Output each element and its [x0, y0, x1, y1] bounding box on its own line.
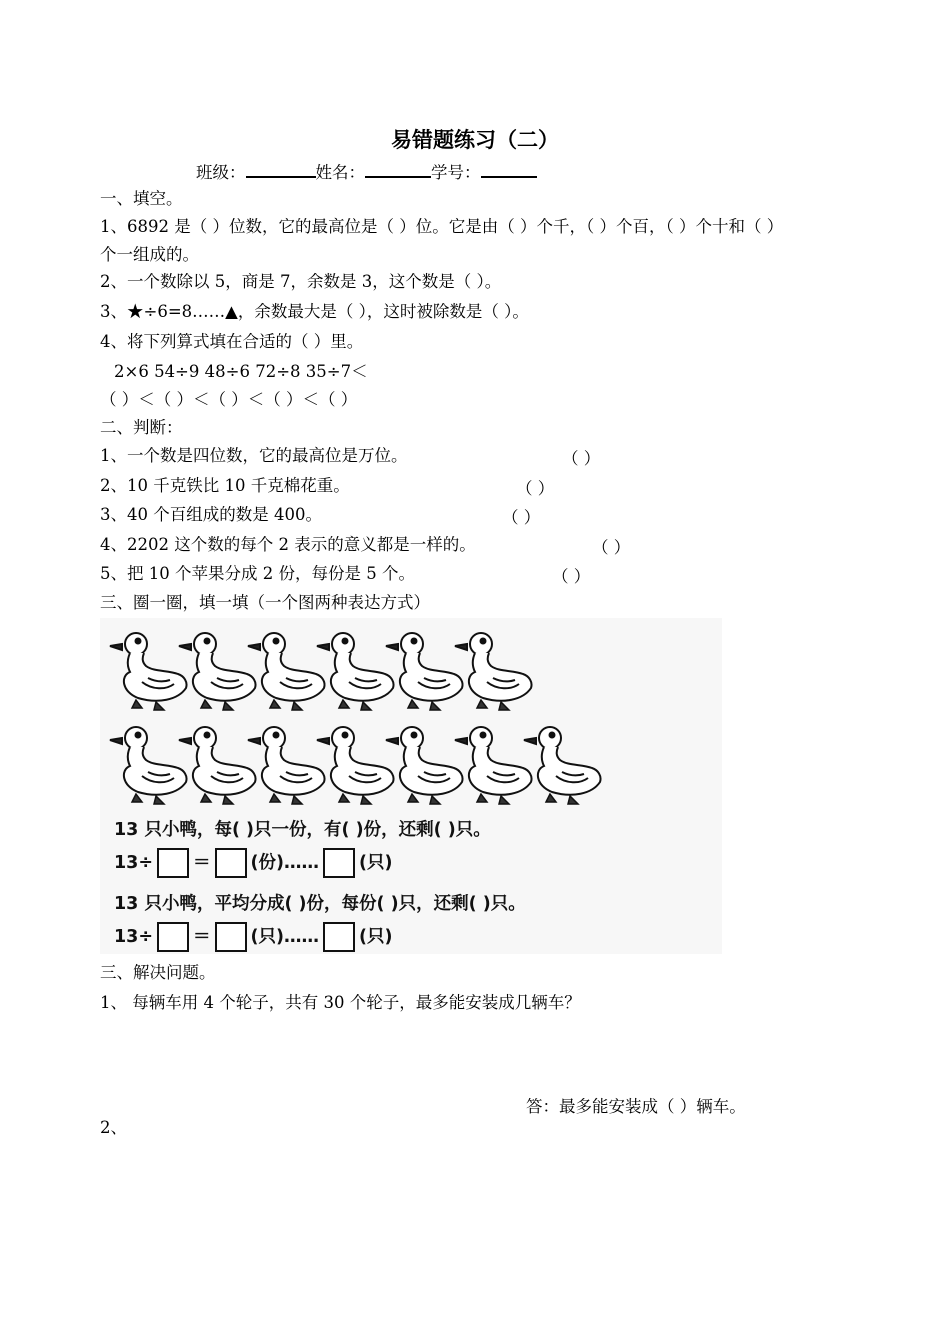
s2-item-5: 5、把 10 个苹果分成 2 份，每份是 5 个。: [100, 564, 415, 583]
duck-illustration: [100, 618, 722, 808]
eq1-box-remainder[interactable]: [323, 848, 355, 878]
s1-q4-expressions: 2×6 54÷9 48÷6 72÷8 35÷7＜: [114, 362, 368, 381]
s2-item-2-paren: （ ）: [516, 479, 555, 498]
eq2-unit-1: (只)……: [250, 927, 320, 947]
eq1-unit-2: (只): [359, 853, 393, 873]
eq2-box-quotient[interactable]: [215, 922, 247, 952]
class-blank: [246, 159, 316, 178]
pic-line-1: 13 只小鸭，每( )只一份，有( )份，还剩( )只。: [114, 820, 491, 840]
s2-item-3-paren: （ ）: [502, 508, 541, 527]
section1-heading: 一、填空。: [100, 189, 183, 208]
pic-equation-2: [114, 922, 393, 952]
eq2-box-divisor[interactable]: [157, 922, 189, 952]
id-blank: [481, 159, 537, 178]
name-label: 姓名：: [315, 163, 365, 182]
s2-item-3: 3、40 个百组成的数是 400。: [100, 505, 322, 524]
s2-item-1-paren: （ ）: [562, 449, 601, 468]
eq1-equals: ＝: [193, 853, 211, 873]
s1-q4-blanks: （ ）＜（ ）＜（ ）＜（ ）＜（ ）: [100, 390, 358, 409]
pic-line-3: 13 只小鸭，平均分成( )份，每份( )只，还剩( )只。: [114, 894, 526, 914]
section2-heading: 二、判断：: [100, 418, 183, 437]
s2-item-4: 4、2202 这个数的每个 2 表示的意义都是一样的。: [100, 535, 476, 554]
duck-picture: [100, 618, 722, 954]
s4-q2: 2、: [100, 1118, 127, 1137]
s1-q1-line1: 1、6892 是（ ）位数，它的最高位是（ ）位。它是由（ ）个千，（ ）个百，（ ）个十和（ ）: [100, 217, 784, 236]
eq1-box-divisor[interactable]: [157, 848, 189, 878]
s4-q1: 1、 每辆车用 4 个轮子，共有 30 个轮子，最多能安装成几辆车？: [100, 993, 581, 1012]
s2-item-1: 1、一个数是四位数，它的最高位是万位。: [100, 446, 408, 465]
section4-heading: 三、解决问题。: [100, 963, 216, 982]
s2-item-2: 2、10 千克铁比 10 千克棉花重。: [100, 476, 350, 495]
duck-icon: [110, 727, 187, 804]
pic-equation-1: [114, 848, 393, 878]
duck-icon: [110, 633, 187, 710]
duck-icon: [317, 633, 394, 710]
eq2-box-remainder[interactable]: [323, 922, 355, 952]
name-blank: [365, 159, 431, 178]
eq2-dividend: 13÷: [114, 927, 154, 947]
s1-q1-line2: 个一组成的。: [100, 245, 199, 264]
eq2-equals: ＝: [193, 927, 211, 947]
class-label: 班级：: [196, 163, 246, 182]
duck-icon: [179, 727, 256, 804]
id-label: 学号：: [431, 163, 481, 182]
duck-icon: [386, 633, 463, 710]
page-title: 易错题练习（二）: [391, 127, 559, 152]
duck-icon: [248, 727, 325, 804]
duck-icon: [524, 727, 601, 804]
section3-heading: 三、圈一圈，填一填（一个图两种表达方式）: [100, 593, 430, 612]
eq1-unit-1: (份)……: [250, 853, 320, 873]
eq1-box-quotient[interactable]: [215, 848, 247, 878]
duck-icon: [455, 633, 532, 710]
student-info: [196, 159, 537, 183]
s1-q2: 2、一个数除以 5，商是 7，余数是 3，这个数是（ ）。: [100, 272, 502, 291]
s4-q1-answer: 答：最多能安装成（ ）辆车。: [526, 1097, 746, 1116]
s2-item-4-paren: （ ）: [592, 538, 631, 557]
s1-q4: 4、将下列算式填在合适的（ ）里。: [100, 332, 364, 351]
s1-q3: 3、★÷6=8……▲，余数最大是（ ），这时被除数是（ ）。: [100, 302, 529, 321]
s2-item-5-paren: （ ）: [552, 567, 591, 586]
eq2-unit-2: (只): [359, 927, 393, 947]
duck-icon: [455, 727, 532, 804]
duck-icon: [317, 727, 394, 804]
eq1-dividend: 13÷: [114, 853, 154, 873]
duck-icon: [248, 633, 325, 710]
duck-icon: [179, 633, 256, 710]
duck-icon: [386, 727, 463, 804]
